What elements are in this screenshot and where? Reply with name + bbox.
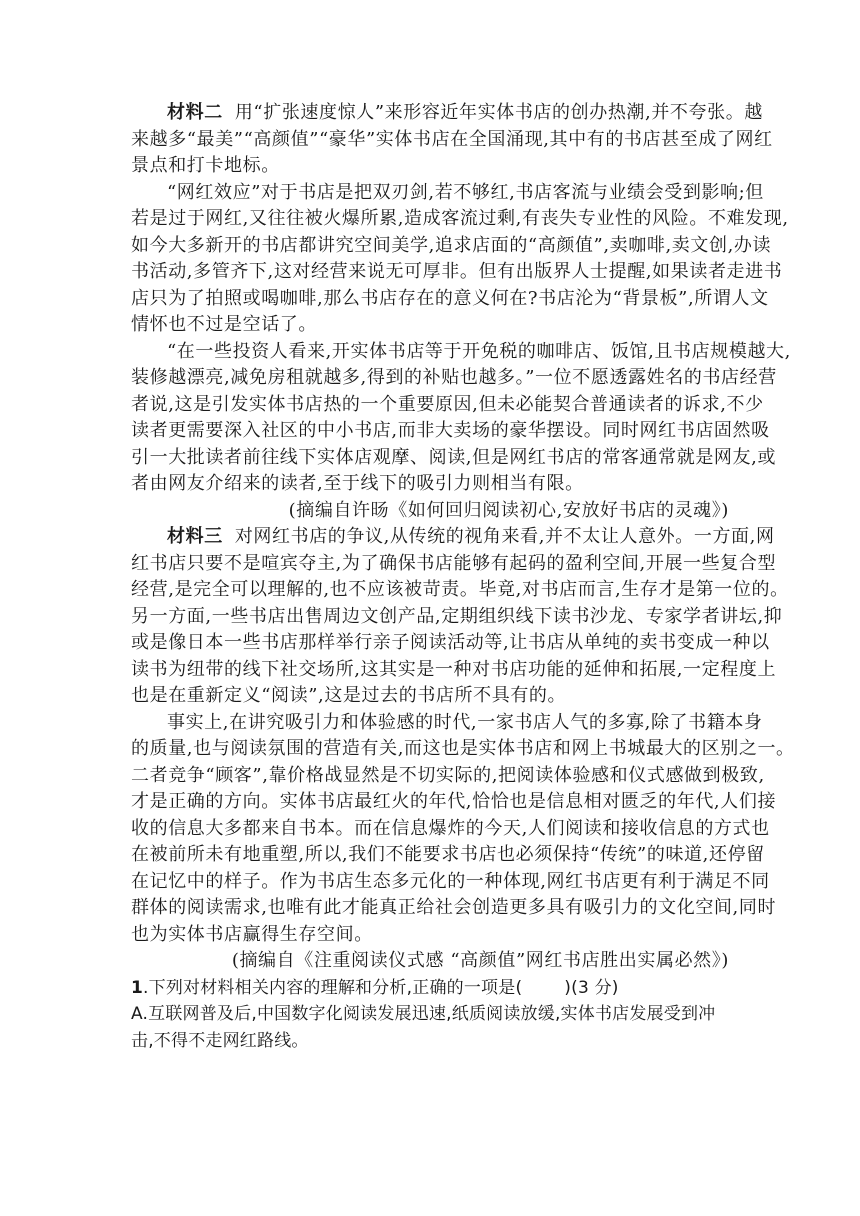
- document-page: [131, 100, 795, 1054]
- material3-source: (摘编自《注重阅读仪式感 “高颜值”网红书店胜出实属必然》): [231, 950, 729, 971]
- text-line: 红书店只要不是喧宾夺主,为了确保书店能够有起码的盈利空间,开展一些复合型: [131, 552, 777, 574]
- text-line: 另一方面,一些书店出售周边文创产品,定期组织线下读书沙龙、专家学者讲坛,抑: [131, 605, 783, 627]
- text-line: 经营,是完全可以理解的,也不应该被苛责。毕竟,对书店而言,生存才是第一位的。: [131, 579, 789, 600]
- text-line: 在被前所未有地重塑,所以,我们不能要求书店也必须保持“传统”的味道,还停留: [131, 844, 765, 865]
- option-a-line1: A.互联网普及后,中国数字化阅读发展迅速,纸质阅读放缓,实体书店发展受到冲: [131, 1004, 716, 1024]
- text-line: 二者竞争“顾客”,靠价格战显然是不切实际的,把阅读体验感和仪式感做到极致,: [131, 764, 765, 786]
- text-line: 事实上,在讲究吸引力和体验感的时代,一家书店人气的多寡,除了书籍本身: [167, 711, 763, 733]
- text-line: 情怀也不过是空话了。: [131, 314, 317, 335]
- text-line: 书活动,多管齐下,这对经营来说无可厚非。但有出版界人士提醒,如果读者走进书: [131, 261, 783, 282]
- question-number: 1: [131, 977, 144, 998]
- text-line: 也是在重新定义“阅读”,这是过去的书店所不具有的。: [131, 685, 567, 706]
- text-line: 者由网友介绍来的读者,至于线下的吸引力则相当有限。: [131, 473, 584, 494]
- material3-paragraph1-line1: 材料三 对网红书店的争议,从传统的视角来看,并不太让人意外。一方面,网: [167, 526, 775, 547]
- text-line: 在记忆中的样子。作为书店生态多元化的一种体现,网红书店更有利于满足不同: [131, 870, 770, 892]
- text-line: 如今大多新开的书店都讲究空间美学,追求店面的“高颜值”,卖咖啡,卖文创,办读: [131, 234, 772, 256]
- text-line: 群体的阅读需求,也唯有此才能真正给社会创造更多具有吸引力的文化空间,同时: [131, 897, 777, 918]
- text-line: 的质量,也与阅读氛围的营造有关,而这也是实体书店和网上书城最大的区别之一。: [131, 738, 795, 759]
- text-line: 或是像日本一些书店那样举行亲子阅读活动等,让书店从单纯的卖书变成一种以: [131, 632, 770, 653]
- text-line: 装修越漂亮,减免房租就越多,得到的补贴也越多。”一位不愿透露姓名的书店经营: [131, 367, 777, 388]
- text-line: 景点和打卡地标。: [131, 155, 280, 176]
- option-a-line2: 击,不得不走网红路线。: [131, 1030, 309, 1051]
- text-line: 若是过于网红,又往往被火爆所累,造成客流过剩,有丧失专业性的风险。不难发现,: [131, 208, 789, 229]
- text-line: 引一大批读者前往线下实体店观摩、阅读,但是网红书店的常客通常就是网友,或: [131, 446, 777, 468]
- text-line: 读者更需要深入社区的中小书店,而非大卖场的豪华摆设。同时网红书店固然吸: [131, 420, 770, 441]
- text-line: “网红效应”对于书店是把双刃剑,若不够红,书店客流与业绩会受到影响;但: [167, 181, 764, 203]
- text-line: 者说,这是引发实体书店热的一个重要原因,但未必能契合普通读者的诉求,不少: [131, 393, 764, 415]
- material2-paragraph1-line1: 材料二 用“扩张速度惊人”来形容近年实体书店的创办热潮,并不夸张。越: [167, 102, 763, 123]
- text-line: 来越多“最美”“高颜值”“豪华”实体书店在全国涌现,其中有的书店甚至成了网红: [131, 128, 773, 150]
- text-line: 收的信息大多都来自书本。而在信息爆炸的今天,人们阅读和接收信息的方式也: [131, 817, 770, 839]
- text-line: 读书为纽带的线下社交场所,这其实是一种对书店功能的延伸和拓展,一定程度上: [131, 658, 777, 680]
- text-line: “在一些投资人看来,开实体书店等于开免税的咖啡店、饭馆,且书店规模越大,: [167, 340, 791, 362]
- material2-source: (摘编自许旸《如何回归阅读初心,安放好书店的灵魂》): [288, 499, 729, 521]
- text-line: 才是正确的方向。实体书店最红火的年代,恰恰也是信息相对匮乏的年代,人们接: [131, 791, 777, 812]
- question-1-stem: 1.下列对材料相关内容的理解和分析,正确的一项是( )(3 分): [131, 977, 619, 998]
- material2-label: 材料二: [167, 102, 223, 123]
- material3-label: 材料三: [167, 526, 223, 547]
- text-line: 店只为了拍照或喝咖啡,那么书店存在的意义何在?书店沦为“背景板”,所谓人文: [131, 287, 769, 309]
- text-line: 也为实体书店赢得生存空间。: [131, 923, 373, 945]
